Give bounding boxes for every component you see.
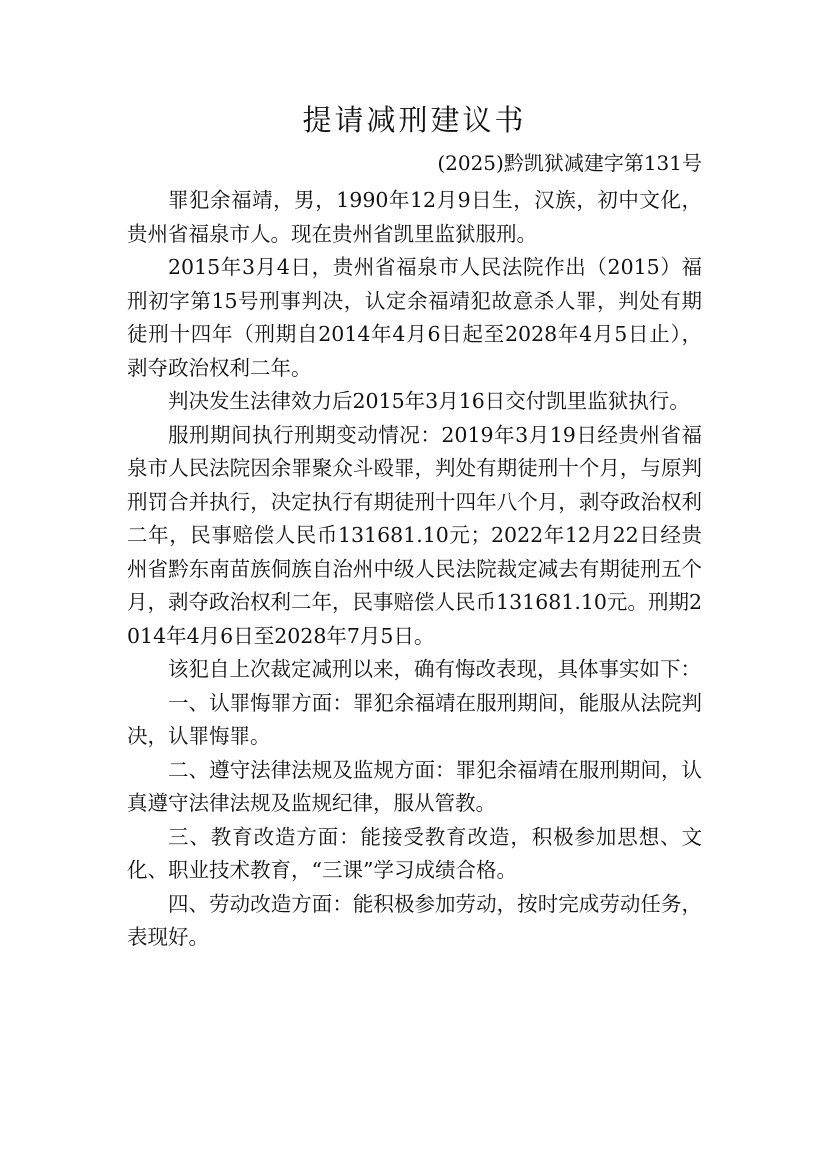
paragraph-repentance-intro: 该犯自上次裁定减刑以来，确有悔改表现，具体事实如下： [168, 657, 701, 681]
paragraph-offender-info: 罪犯余福靖，男，1990年12月9日生，汉族，初中文化，贵州省福泉市人。现在贵州省凯里监狱服刑。 [127, 188, 702, 246]
paragraph-law-compliance: 二、遵守法律法规及监规方面：罪犯余福靖在服刑期间，认真遵守法律法规及监规纪律，服从管教。 [127, 757, 702, 815]
paragraph-delivery: 判决发生法律效力后2015年3月16日交付凯里监狱执行。 [168, 389, 690, 413]
document-page [127, 98, 702, 955]
paragraph-admission-of-guilt: 一、认罪悔罪方面：罪犯余福靖在服刑期间，能服从法院判决，认罪悔罪。 [127, 690, 702, 748]
paragraph-original-judgment: 2015年3月4日，贵州省福泉市人民法院作出（2015）福刑初字第15号刑事判决，认定余福靖犯故意杀人罪，判处有期徒刑十四年（刑期自2014年4月6日起至2028年4月5日止），剥夺政治权利二年。 [127, 255, 702, 380]
document-number: (2025)黔凯狱减建字第131号 [437, 151, 702, 175]
paragraph-education: 三、教育改造方面：能接受教育改造，积极参加思想、文化、职业技术教育，“三课”学习成绩合格。 [127, 824, 702, 882]
paragraph-labor: 四、劳动改造方面：能积极参加劳动，按时完成劳动任务，表现好。 [127, 891, 702, 949]
paragraph-sentence-changes: 服刑期间执行刑期变动情况：2019年3月19日经贵州省福泉市人民法院因余罪聚众斗殴罪，判处有期徒刑十个月，与原判刑罚合并执行，决定执行有期徒刑十四年八个月，剥夺政治权利二年，民事赔偿人民币131681.10元；2022年12月22日经贵州省黔东南苗族侗族自治州中级人民法院裁定减去有期徒刑五个月，剥夺政治权利二年，民事赔偿人民币131681.10元。刑期2014年4月6日至2028年7月5日。 [127, 422, 702, 648]
document-title: 提请减刑建议书 [302, 103, 527, 137]
